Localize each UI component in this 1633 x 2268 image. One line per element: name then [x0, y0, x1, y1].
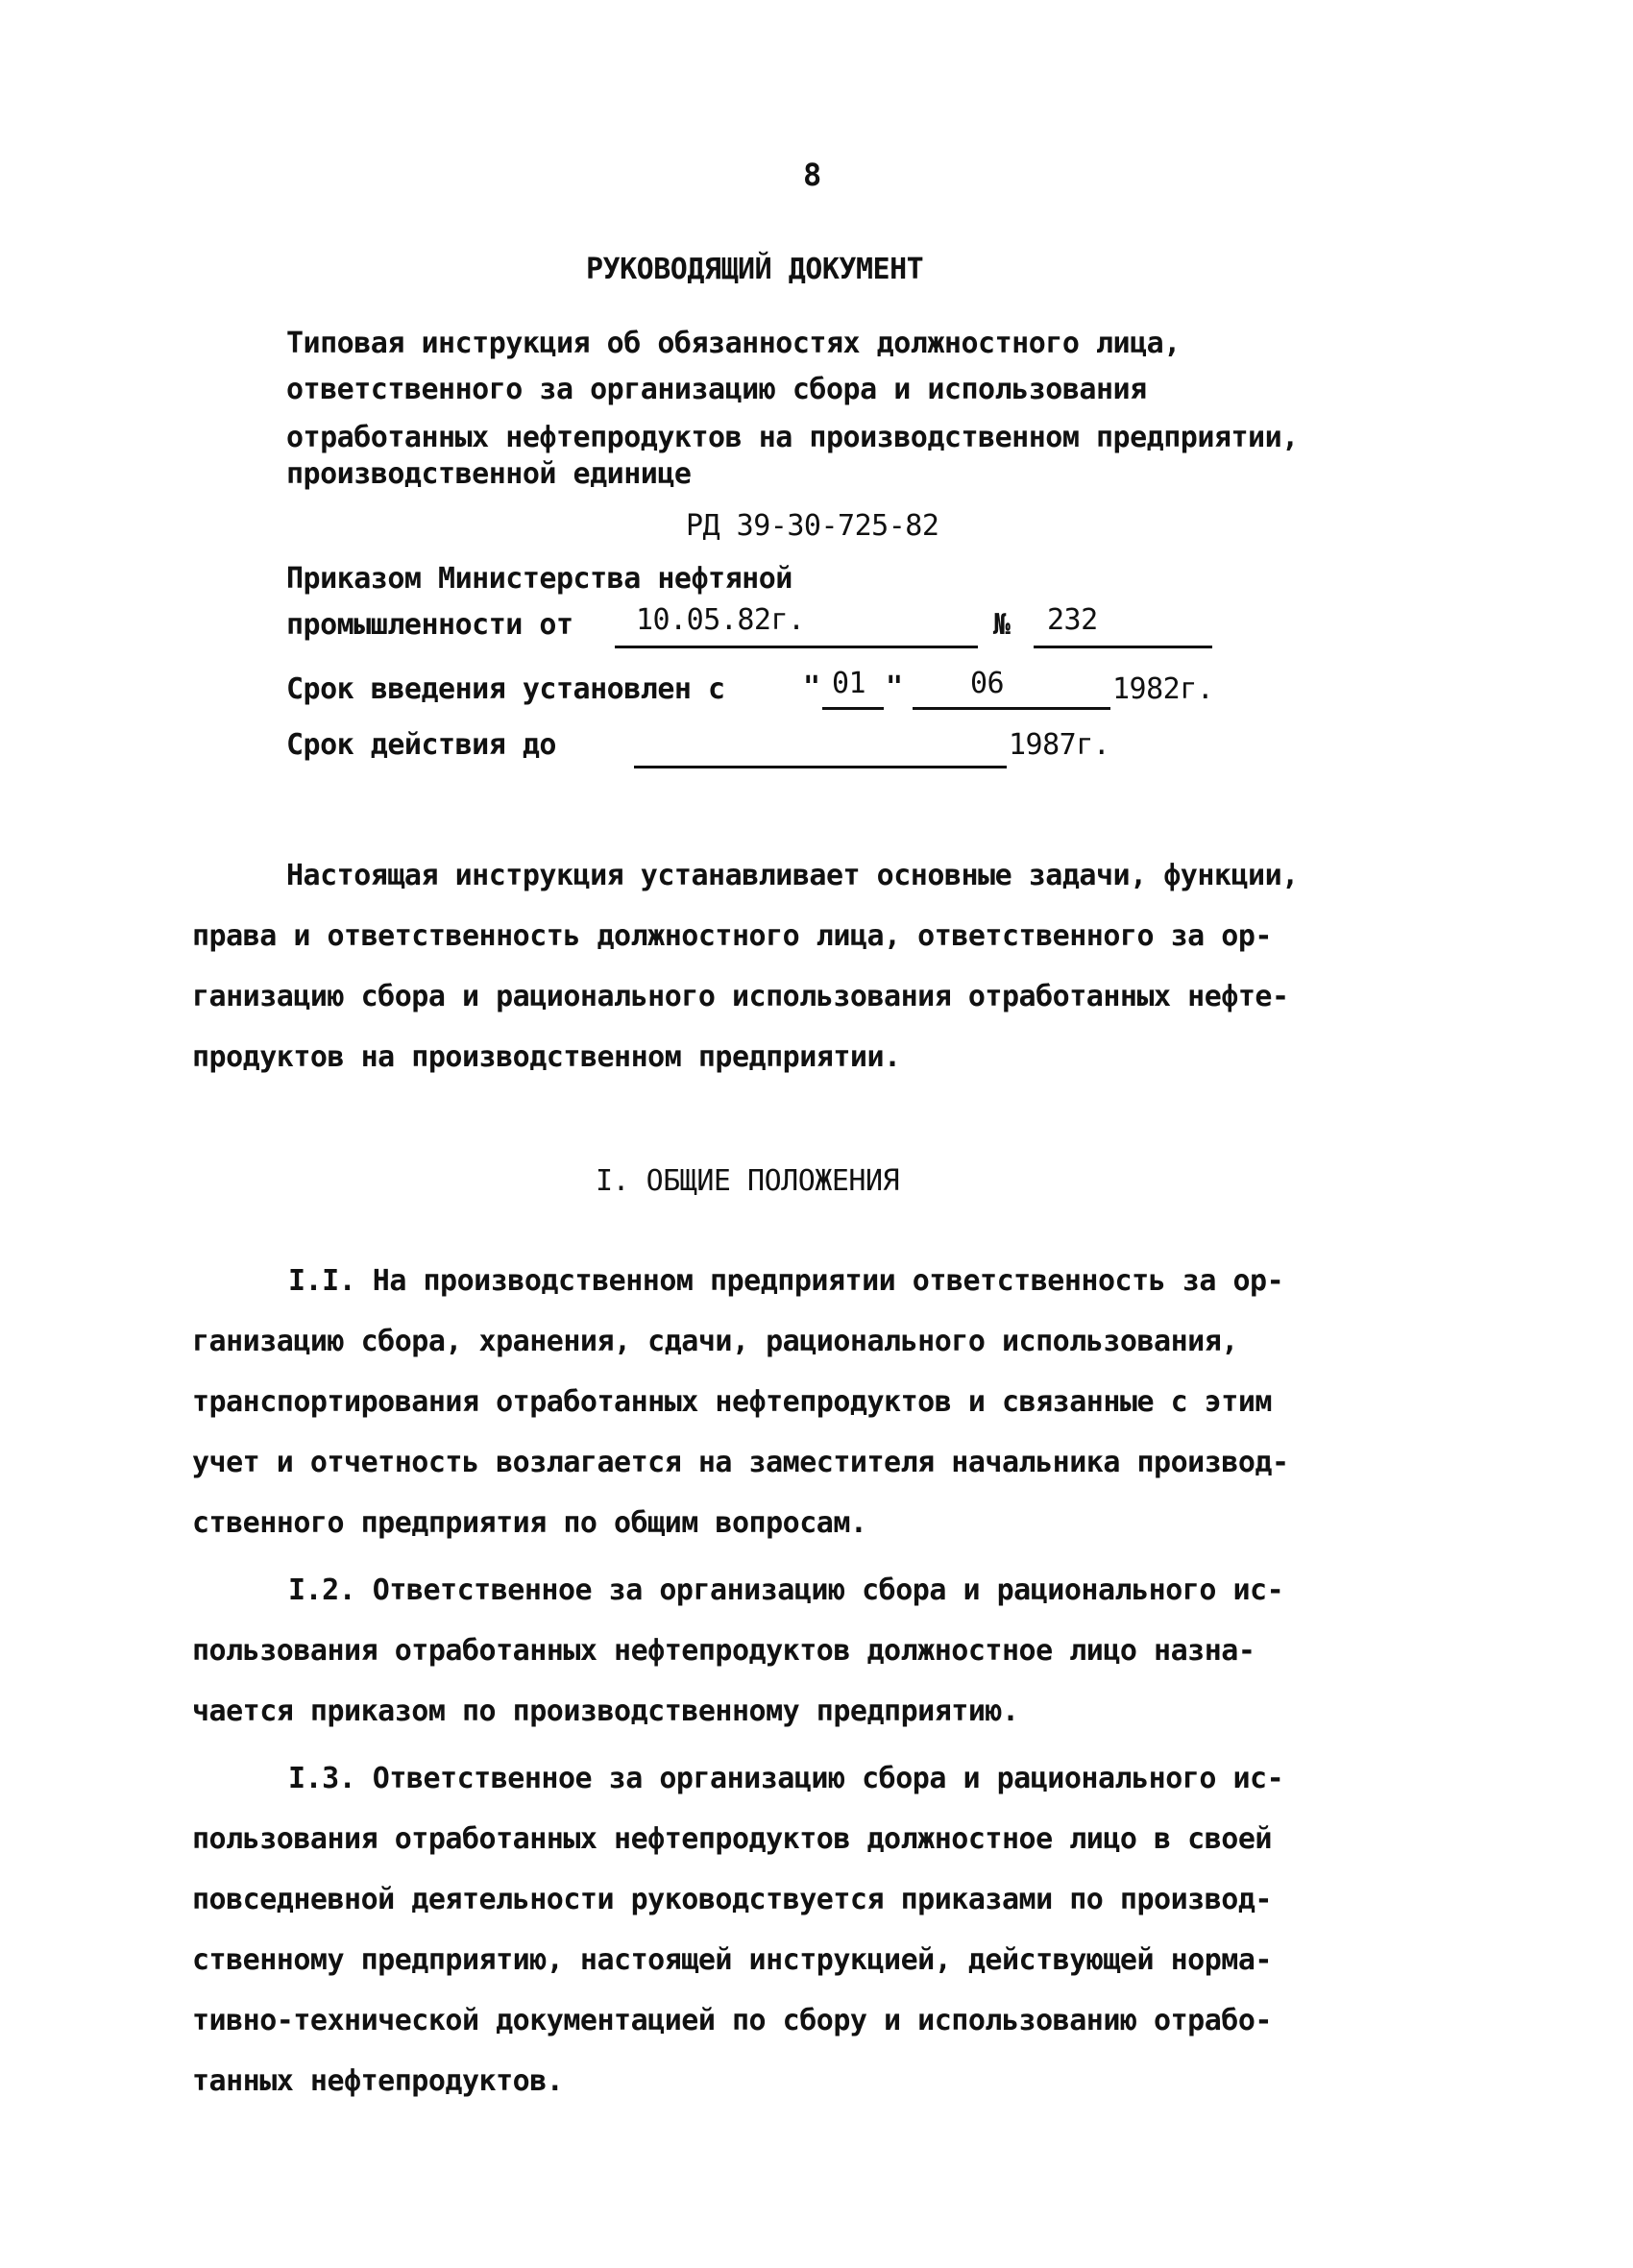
paragraph-line: повседневной деятельности руководствуется приказами по производ-: [192, 1883, 1272, 1916]
title-line: ответственного за организацию сбора и использования: [286, 373, 1147, 406]
effective-day-underline: [822, 707, 884, 710]
title-line: Типовая инструкция об обязанностях должностного лица,: [286, 327, 1181, 360]
paragraph-line: I.2. Ответственное за организацию сбора и рационального ис-: [288, 1573, 1284, 1607]
order-date-underline: [615, 646, 978, 648]
effective-month-underline: [913, 707, 1110, 710]
paragraph-line: ганизацию сбора, хранения, сдачи, рационального использования,: [192, 1325, 1238, 1358]
validity-year: 1987г.: [1009, 728, 1110, 762]
order-line: Приказом Министерства нефтяной: [286, 562, 792, 596]
validity-label: Срок действия до: [286, 728, 556, 762]
validity-underline: [634, 766, 1007, 768]
effective-close-quote: ": [886, 671, 903, 704]
paragraph-line: I.3. Ответственное за организацию сбора и рационального ис-: [288, 1762, 1284, 1795]
section-heading: I. ОБЩИЕ ПОЛОЖЕНИЯ: [596, 1164, 900, 1198]
order-number-underline: [1034, 646, 1212, 648]
order-number: 232: [1047, 603, 1098, 637]
effective-date-label: Срок введения установлен с: [286, 672, 725, 706]
paragraph-line: транспортирования отработанных нефтепродуктов и связанные с этим: [192, 1385, 1272, 1419]
intro-line: продуктов на производственном предприятии.: [192, 1040, 901, 1074]
paragraph-line: чается приказом по производственному предприятию.: [192, 1695, 1019, 1728]
intro-line: права и ответственность должностного лица, ответственного за ор-: [192, 919, 1272, 953]
title-line: отработанных нефтепродуктов на производственном предприятии,: [286, 421, 1299, 454]
order-number-sign: №: [993, 608, 1011, 642]
title-line: производственной единице: [286, 457, 692, 491]
document-code: РД 39-30-725-82: [686, 509, 939, 543]
paragraph-line: учет и отчетность возлагается на заместителя начальника производ-: [192, 1446, 1289, 1479]
paragraph-line: тивно-технической документацией по сбору и использованию отрабо-: [192, 2004, 1272, 2037]
paragraph-line: пользования отработанных нефтепродуктов должностное лицо в своей: [192, 1822, 1272, 1856]
paragraph-line: пользования отработанных нефтепродуктов должностное лицо назна-: [192, 1634, 1255, 1668]
paragraph-line: танных нефтепродуктов.: [192, 2064, 564, 2098]
paragraph-line: I.I. На производственном предприятии ответственность за ор-: [288, 1264, 1284, 1298]
paragraph-line: ственному предприятию, настоящей инструкцией, действующей норма-: [192, 1943, 1272, 1977]
effective-open-quote: ": [803, 671, 820, 704]
order-line2-label: промышленности от: [286, 608, 573, 642]
page-number: 8: [803, 157, 822, 193]
effective-month: 06: [970, 667, 1005, 700]
document-type-heading: РУКОВОДЯЩИЙ ДОКУМЕНТ: [586, 253, 924, 286]
effective-year: 1982г.: [1112, 672, 1214, 706]
intro-line: Настоящая инструкция устанавливает основные задачи, функции,: [286, 859, 1299, 892]
paragraph-line: ственного предприятия по общим вопросам.: [192, 1506, 867, 1540]
order-date: 10.05.82г.: [636, 603, 805, 637]
intro-line: ганизацию сбора и рационального использования отработанных нефте-: [192, 980, 1289, 1013]
effective-day: 01: [832, 667, 866, 700]
